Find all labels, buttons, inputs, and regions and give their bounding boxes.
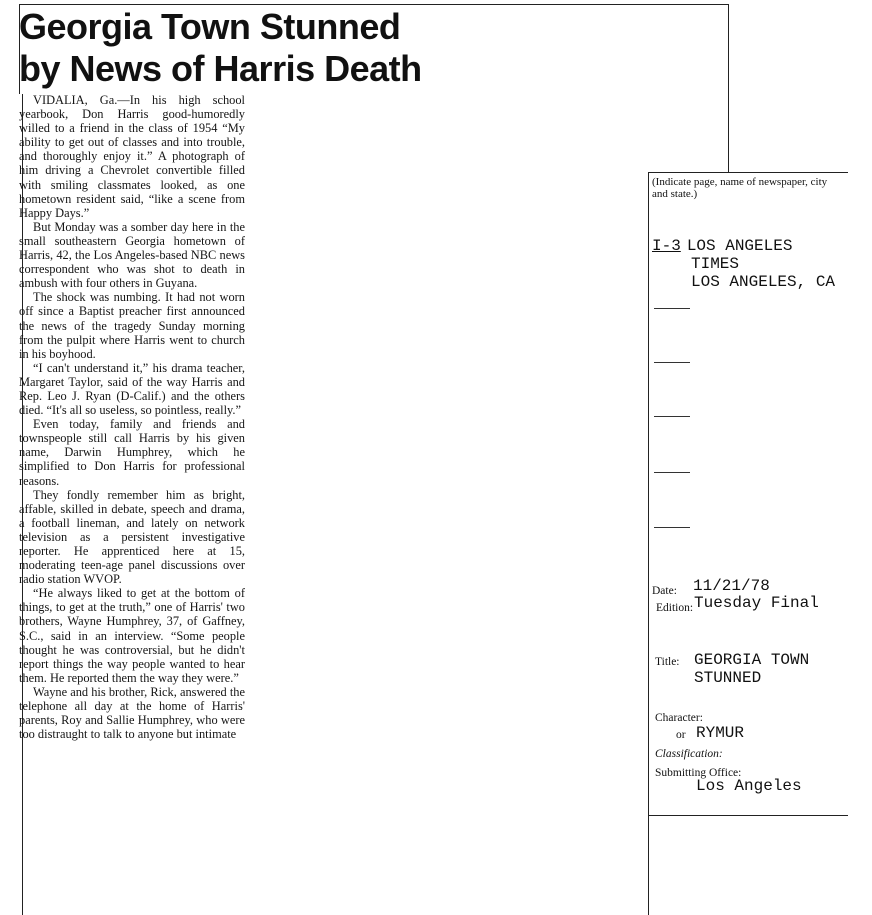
clipping-border-right	[728, 4, 729, 172]
article-paragraph: The shock was numbing. It had not worn off since a Baptist preacher first announced the news of the tragedy Sunday morning from the pulpit where Harris went to church in his boyhood.	[19, 290, 245, 361]
submitting-office-label: Submitting Office:	[655, 767, 742, 779]
or-label: or	[676, 729, 686, 741]
character-value: RYMUR	[696, 724, 745, 742]
newspaper-name-1: LOS ANGELES	[686, 237, 793, 255]
title-label: Title:	[655, 656, 680, 668]
date-label: Date:	[652, 585, 677, 597]
article-paragraph: But Monday was a somber day here in the small southeastern Georgia hometown of Harris, 42, the Los Angeles-based NBC news correspondent who was shot to death in ambush with four others in Guyana.	[19, 219, 245, 291]
headline	[19, 6, 459, 90]
newspaper-line-1	[652, 237, 792, 255]
title-value-1: GEORGIA TOWN	[694, 651, 810, 669]
headline-line-1: Georgia Town Stunned	[19, 6, 401, 47]
blank-line	[654, 362, 690, 363]
blank-line	[654, 416, 690, 417]
fbi-mounting-form	[648, 172, 848, 816]
article-paragraph: “He always liked to get at the bottom of things, to get at the truth,” one of Harris' two brothers, Wayne Humphrey, 37, of Gaffney, S.C., said in an interview. “Some people thought he was controversial, but he didn't report things the way people wanted to hear them. He reported them the way they were.”	[19, 586, 245, 685]
form-instruction: (Indicate page, name of newspaper, city and state.)	[652, 176, 828, 200]
article-paragraph: Even today, family and friends and townspeople still call Harris by his given name, Darwin Humphrey, which he simplified to Don Harris for professional reasons.	[19, 417, 245, 488]
edition-value: Tuesday Final	[694, 594, 819, 612]
submitting-office-value: Los Angeles	[696, 777, 802, 795]
title-value-2: STUNNED	[694, 669, 762, 687]
blank-line	[654, 308, 690, 309]
blank-line	[654, 472, 690, 473]
article-paragraph: “I can't understand it,” his drama teacher, Margaret Taylor, said of the way Harris and Rep. Leo J. Ryan (D-Calif.) and the others died. “It's all so useless, so pointless, really.”	[19, 360, 245, 418]
headline-line-2: by News of Harris Death	[19, 48, 422, 89]
newspaper-name-2: TIMES	[691, 255, 740, 273]
classification-label: Classification:	[655, 748, 723, 760]
date-value: 11/21/78	[693, 577, 770, 595]
article-paragraph: VIDALIA, Ga.—In his high school yearbook, Don Harris good-humoredly willed to a friend in the class of 1954 “My ability to get out of classes and into trouble, and thoroughly enjoy it.” A photograph of him driving a Chevrolet convertible filled with smiling classmates looked, as one hometown resident said, “like a scene from Happy Days.”	[19, 93, 245, 220]
newspaper-city-state: LOS ANGELES, CA	[691, 273, 836, 291]
edition-label: Edition:	[656, 602, 694, 614]
clipping-border-top	[19, 4, 728, 5]
article-body	[19, 93, 245, 741]
character-label: Character:	[655, 712, 703, 724]
article-paragraph: Wayne and his brother, Rick, answered the telephone all day at the home of Harris' parents, Roy and Sallie Humphrey, who were too distraught to talk to anyone but intimate	[19, 684, 245, 742]
page-code: I-3	[652, 237, 681, 255]
blank-line	[654, 527, 690, 528]
article-paragraph: They fondly remember him as bright, affable, skilled in debate, speech and drama, a football lineman, and lately on network television as a persistent investigative reporter. He apprenticed here at 15, moderating teen-age panel discussions over radio station WVOP.	[19, 487, 245, 587]
